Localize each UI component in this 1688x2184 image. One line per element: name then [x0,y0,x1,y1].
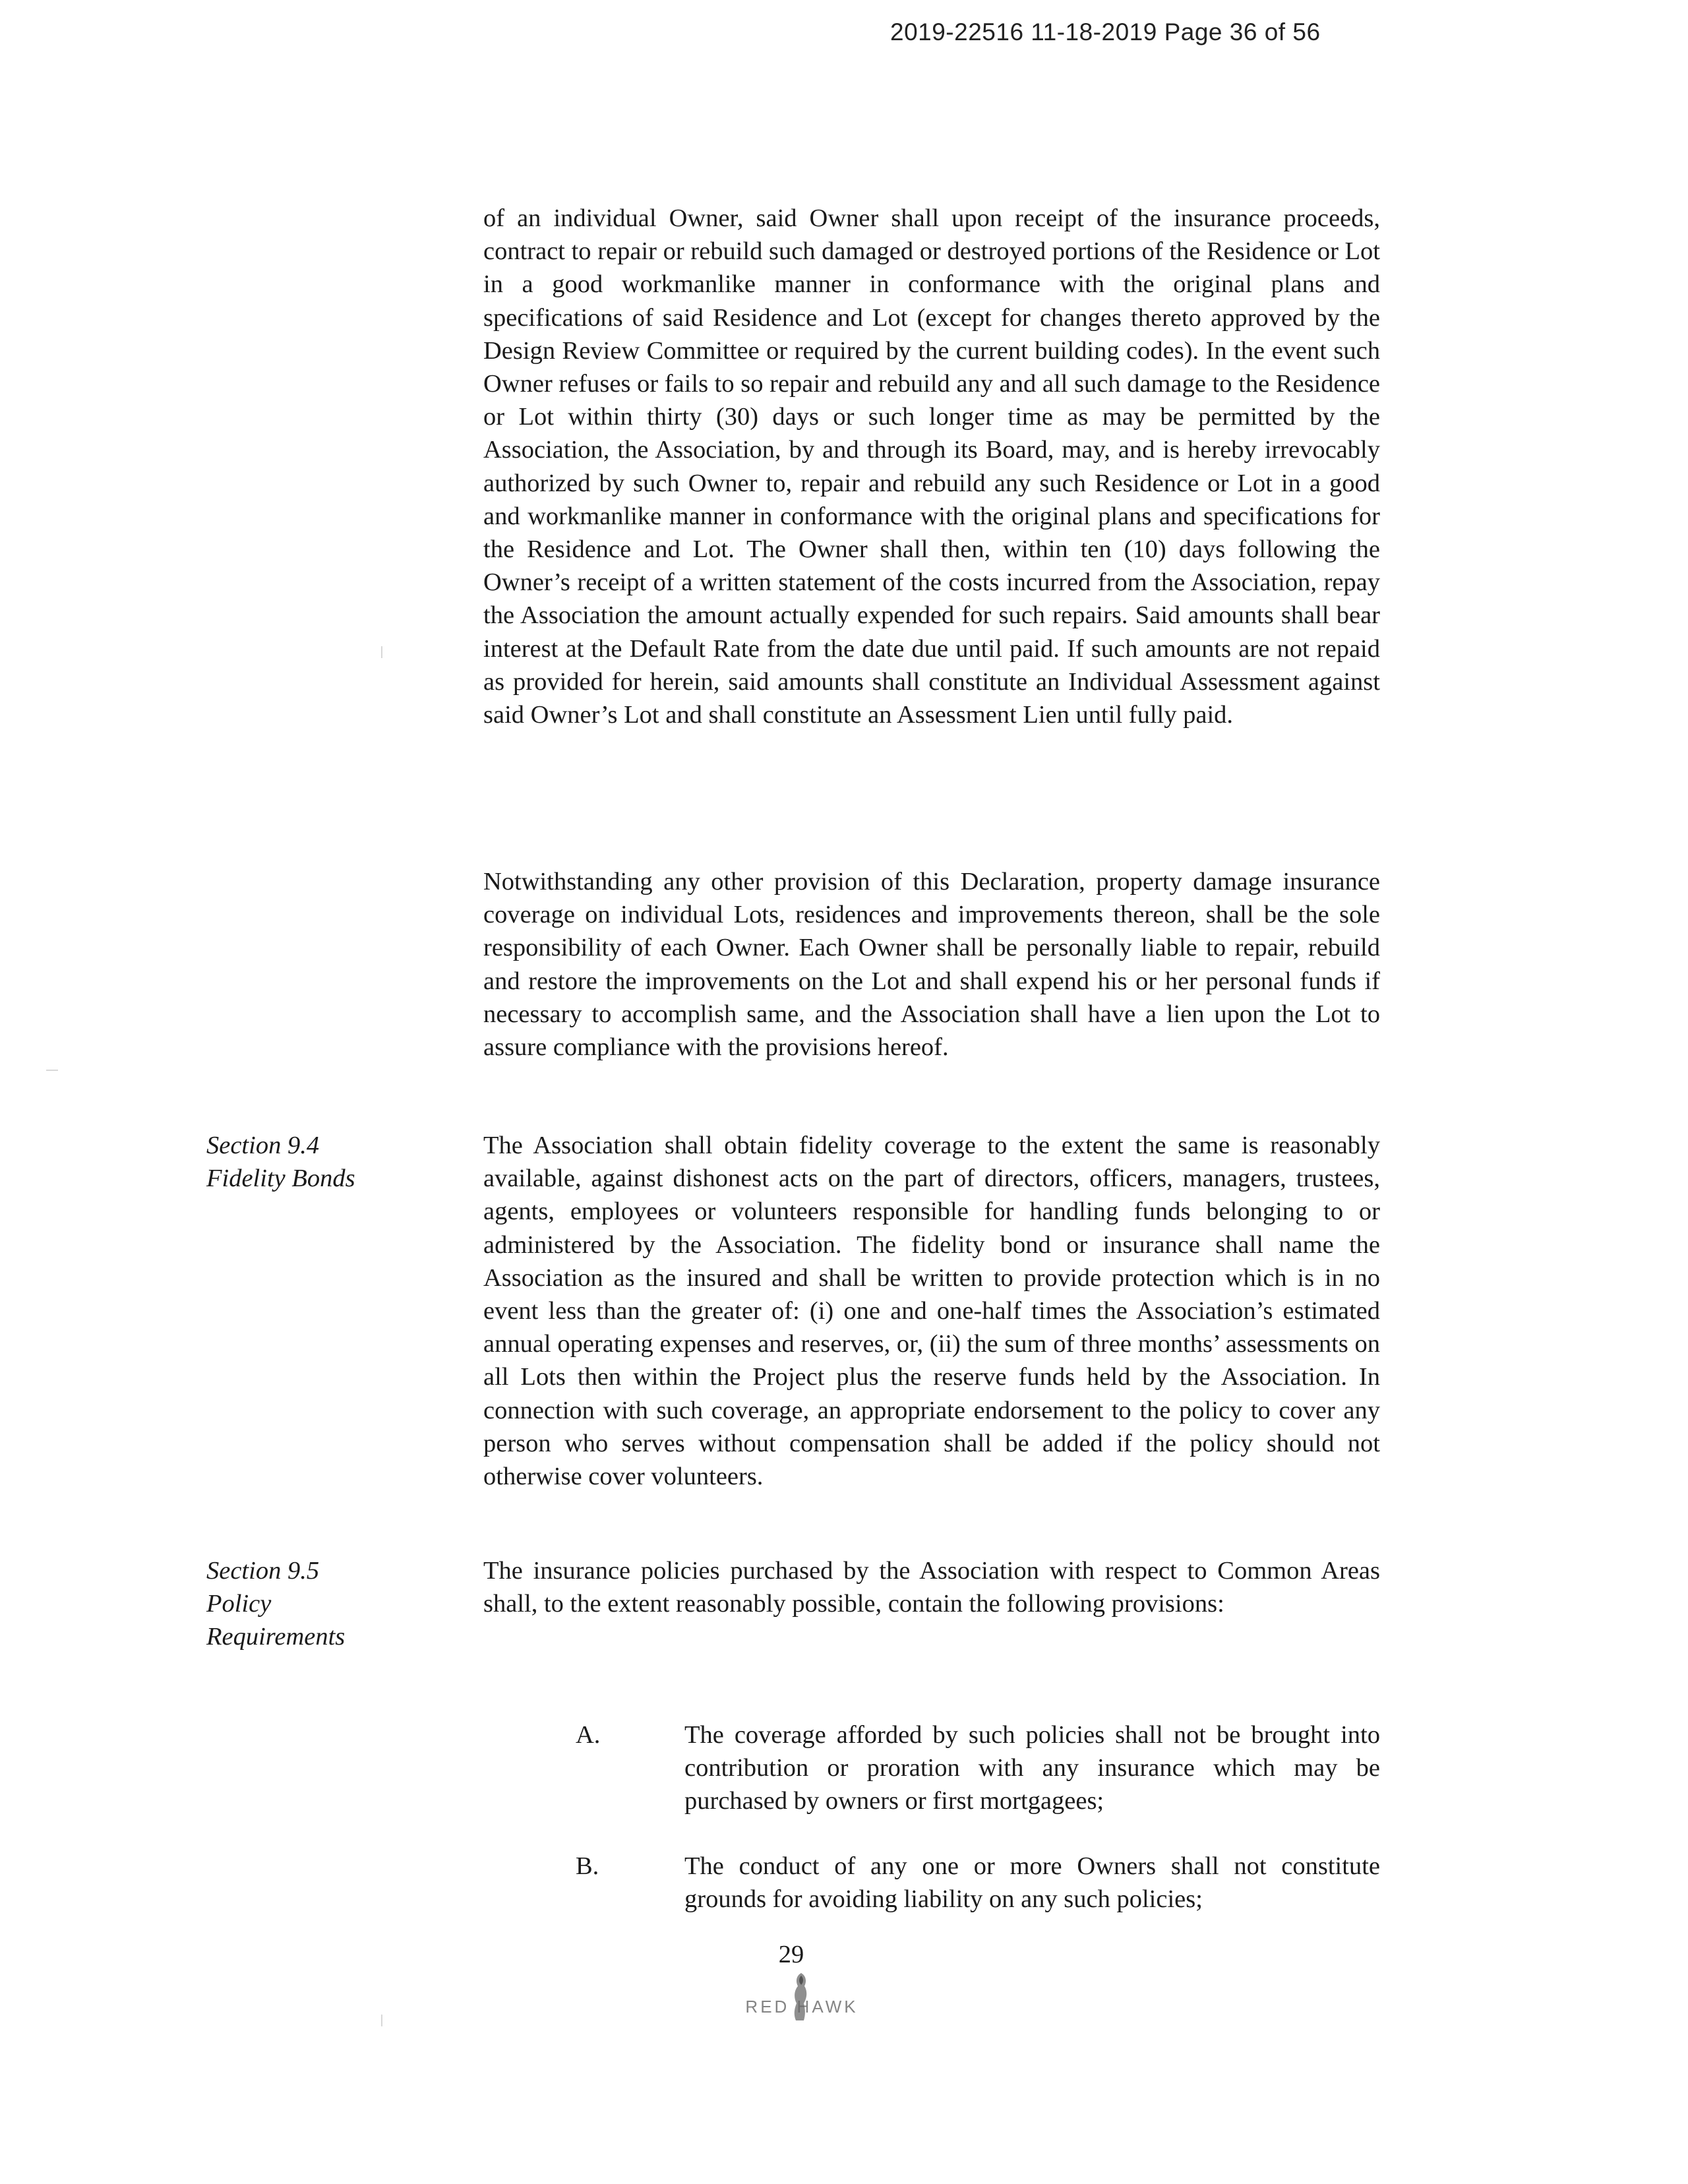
logo-text: RED HAWK [745,1997,859,2017]
scan-speck [381,2015,382,2026]
list-text: The coverage afforded by such policies shall not be brought into contribution or proration with any insurance which may be purchased by owners or first mortgagees; [684,1721,1380,1815]
section-heading-9-5 [206,1554,450,1653]
scan-speck [46,1070,58,1071]
paragraph-owner-insurance: Notwithstanding any other provision of this Declaration, property damage insurance coverage on individual Lots, residences and improvements thereon, shall be the sole responsibility of each Owner. Each Owner shall be personally liable to repair, rebuild and restore the improvements on the Lot and shall expend his or her personal funds if necessary to accomplish same, and the Association shall have a lien upon the Lot to assure compliance with the provisions hereof. [483,868,1380,1062]
section-title-line-1: Policy [206,1590,272,1618]
section-title-line-2: Requirements [206,1623,346,1651]
section-title: Fidelity Bonds [206,1165,355,1192]
page-number: 29 [778,1941,804,1968]
list-text: The conduct of any one or more Owners shall not constitute grounds for avoiding liability on any such policies; [684,1852,1380,1914]
paragraph-owner-repair: of an individual Owner, said Owner shall upon receipt of the insurance proceeds, contract to repair or rebuild such damaged or destroyed portions of the Residence or Lot in a good workmanlike manner in conformance with the original plans and specifications of said Residence and Lot (except for changes thereto approved by the Design Review Committee or required by the current building codes). In the event such Owner refuses or fails to so repair and rebuild any and all such damage to the Residence or Lot within thirty (30) days or such longer time as may be permitted by the Association, the Association, by and through its Board, may, and is hereby irrevocably authorized by such Owner to, repair and rebuild any such Residence or Lot in a good and workmanlike manner in conformance with the original plans and specifications for the Residence and Lot. The Owner shall then, within ten (10) days following the Owner’s receipt of a written statement of the costs incurred from the Association, repay the Association the amount actually expended for such repairs. Said amounts shall bear interest at the Default Rate from the date due until paid. If such amounts are not repaid as provided for herein, said amounts shall constitute an Individual Assessment against said Owner’s Lot and shall constitute an Assessment Lien until fully paid. [483,204,1380,729]
red-hawk-logo [709,1970,893,2030]
section-body-fidelity-bonds: The Association shall obtain fidelity coverage to the extent the same is reasonably available, against dishonest acts on the part of directors, officers, managers, trustees, agents, employees or volunteers responsible for handling funds belonging to or administered by the Association. The fidelity bond or insurance shall name the Association as the insured and shall be written to provide protection which is in no event less than the greater of: (i) one and one-half times the Association’s estimated annual operating expenses and reserves, or, (ii) the sum of three months’ assessments on all Lots then within the Project plus the reserve funds held by the Association. In connection with such coverage, an appropriate endorsement to the policy to cover any person who serves without compensation shall be added if the policy should not otherwise cover volunteers. [483,1132,1380,1491]
list-letter: B. [576,1852,599,1880]
list-letter: A. [576,1721,601,1749]
section-body-policy-requirements: The insurance policies purchased by the Association with respect to Common Areas shall, to the extent reasonably possible, contain the following provisions: [483,1557,1380,1618]
section-number: Section 9.4 [206,1132,320,1159]
section-heading-9-4 [206,1129,450,1195]
recording-stamp: 2019-22516 11-18-2019 Page 36 of 56 [890,18,1321,46]
scan-speck [381,646,382,658]
section-number: Section 9.5 [206,1557,320,1585]
